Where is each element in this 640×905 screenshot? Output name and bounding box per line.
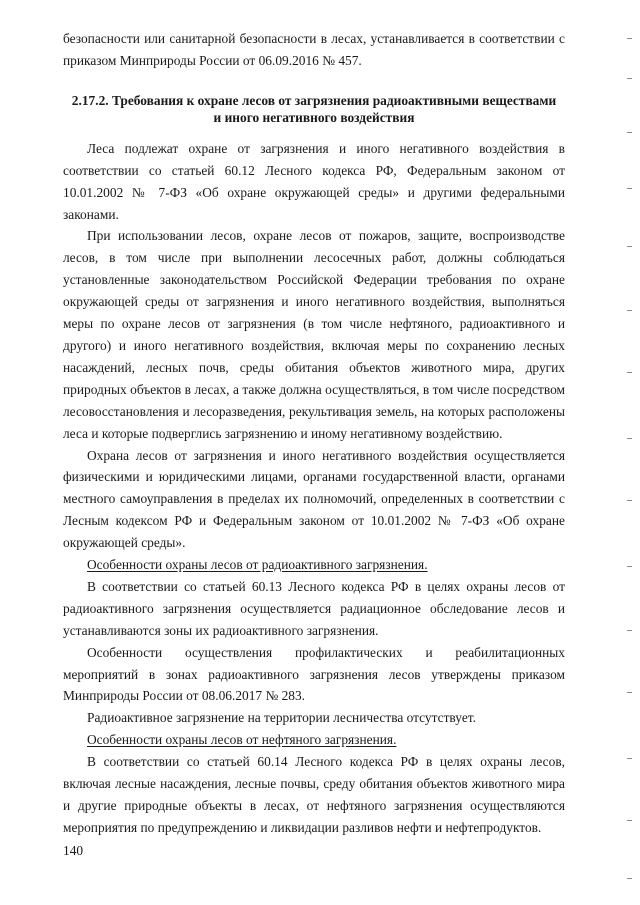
paragraph-no-contamination: Радиоактивное загрязнение на территории лесничества отсутствует. [87,710,476,726]
paragraph-radiation-survey: В соответствии со статьей 60.13 Лесного кодекса РФ в целях охраны лесов от радиоактивного загрязнения осуществляется радиационное обследование лесов и устанавливаются зоны их радиоактивного загрязнения. [63,578,565,638]
page-number: 140 [63,843,84,858]
subheading-oil: Особенности охраны лесов от нефтяного загрязнения. [87,732,397,748]
document-page [63,28,565,839]
intro-paragraph: безопасности или санитарной безопасности в лесах, устанавливается в соответствии с приказом Минприроды России от 06.09.2016 № 457. [63,31,565,68]
section-heading [63,92,565,126]
paragraph-rehabilitation: Особенности осуществления профилактических и реабилитационных мероприятий в зонах радиоактивного загрязнения лесов утверждены приказом Минприроды России от 08.06.2017 № 283. [63,644,565,704]
paragraph-responsible-parties: Охрана лесов от загрязнения и иного негативного воздействия осуществляется физическими и юридическими лицами, органами государственной власти, органами местного самоуправления в пределах их полномочий, определенных в соответствии с Лесным кодексом РФ и Федеральным законом от 10.01.2002 № 7-ФЗ «Об охране окружающей среды». [63,447,565,551]
section-heading-line-2: и иного негативного воздействия [213,109,415,125]
subheading-radioactive: Особенности охраны лесов от радиоактивного загрязнения. [87,557,428,573]
paragraph-oil-measures: В соответствии со статьей 60.14 Лесного кодекса РФ в целях охраны лесов, включая лесные насаждения, лесные почвы, среду обитания объектов животного мира и другие природные объекты в лесах, от нефтяного загрязнения осуществляются мероприятия по предупреждению и ликвидации разливов нефти и нефтепродуктов. [63,754,565,835]
paragraph-requirements: При использовании лесов, охране лесов от пожаров, защите, воспроизводстве лесов, в том числе при выполнении лесосечных работ, должны соблюдаться установленные законодательством Российской Федерации требования по охране окружающей среды от загрязнения и иного негативного воздействия, выполняться меры по охране лесов от загрязнения (в том числе нефтяного, радиоактивного и другого) и иного негативного воздействия, включая меры по сохранению лесных насаждений, лесных почв, среды обитания объектов животного мира, других природных объектов в лесах, а также должна осуществляться, в том числе посредством лесовосстановления и лесоразведения, рекультивация земель, на которых расположены леса и которые подверглись загрязнению и иному негативному воздействию. [63,228,565,441]
paragraph-legal-basis: Леса подлежат охране от загрязнения и иного негативного воздействия в соответствии со статьей 60.12 Лесного кодекса РФ, Федеральным законом от 10.01.2002 № 7-ФЗ «Об охране окружающей среды» и другими федеральными законами. [63,140,565,222]
scan-edge-marks [624,20,632,895]
section-heading-line-1: 2.17.2. Требования к охране лесов от загрязнения радиоактивными веществами [71,92,557,108]
